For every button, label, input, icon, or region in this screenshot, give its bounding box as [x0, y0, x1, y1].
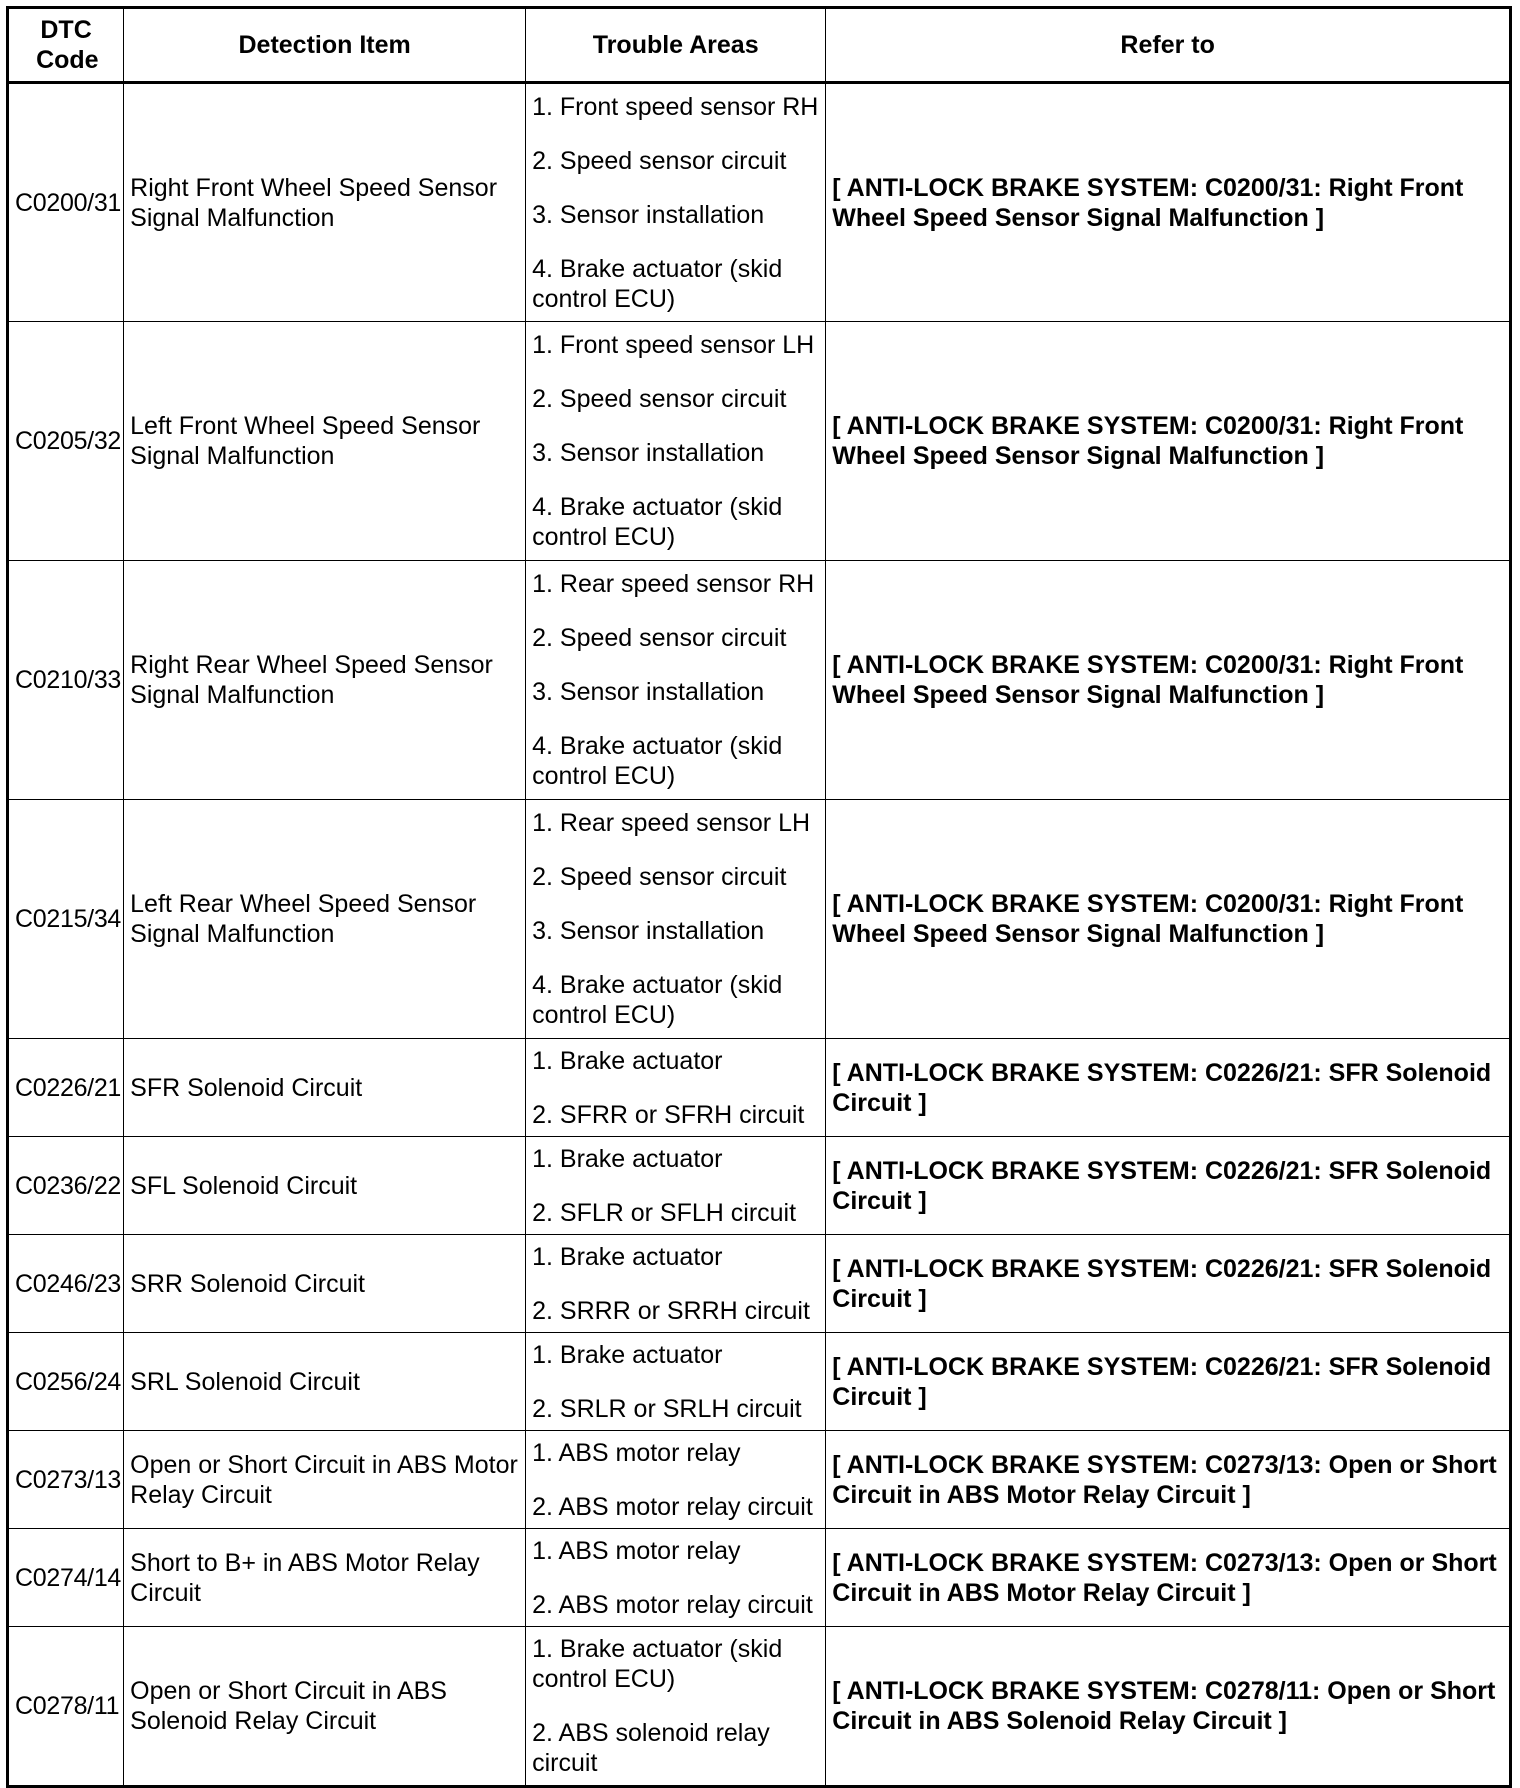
trouble-area-item: 1. Rear speed sensor LH — [532, 809, 811, 837]
detection-item-cell: Right Rear Wheel Speed Sensor Signal Malfunction — [124, 561, 526, 800]
trouble-area-item: 2. Speed sensor circuit — [532, 863, 787, 891]
trouble-area-item: 1. Brake actuator — [532, 1242, 723, 1271]
header-trouble-areas: Trouble Areas — [526, 8, 826, 83]
dtc-code-cell: C0256/24 — [8, 1333, 124, 1431]
detection-item-cell: SRR Solenoid Circuit — [124, 1235, 526, 1333]
trouble-area-item: 1. Front speed sensor LH — [532, 331, 815, 359]
detection-item-cell: SRL Solenoid Circuit — [124, 1333, 526, 1431]
trouble-area-item: 3. Sensor installation — [532, 439, 765, 467]
trouble-areas-cell — [526, 1039, 826, 1137]
dtc-code-cell: C0210/33 — [8, 561, 124, 800]
refer-to-link[interactable]: [ ANTI-LOCK BRAKE SYSTEM: C0226/21: SFR Solenoid Circuit ] — [826, 1137, 1511, 1235]
table-row — [8, 322, 1511, 561]
table-row — [8, 1627, 1511, 1787]
table-row — [8, 1431, 1511, 1529]
table-row — [8, 1333, 1511, 1431]
trouble-area-item: 2. SRLR or SRLH circuit — [532, 1394, 802, 1423]
trouble-areas-cell — [526, 800, 826, 1039]
trouble-areas-cell — [526, 1235, 826, 1333]
table-body — [8, 83, 1511, 1787]
dtc-table — [6, 6, 1512, 1788]
trouble-area-item: 2. ABS motor relay circuit — [532, 1492, 813, 1521]
trouble-area-item: 4. Brake actuator (skid control ECU) — [532, 971, 783, 1029]
trouble-area-item: 1. Front speed sensor RH — [532, 92, 819, 121]
trouble-area-item: 2. ABS solenoid relay circuit — [532, 1719, 770, 1777]
trouble-areas-cell — [526, 1529, 826, 1627]
trouble-areas-cell — [526, 1627, 826, 1787]
trouble-area-item: 2. Speed sensor circuit — [532, 624, 787, 652]
detection-item-cell: Right Front Wheel Speed Sensor Signal Malfunction — [124, 83, 526, 322]
dtc-code-cell: C0226/21 — [8, 1039, 124, 1137]
detection-item-cell: Left Front Wheel Speed Sensor Signal Malfunction — [124, 322, 526, 561]
refer-to-link[interactable]: [ ANTI-LOCK BRAKE SYSTEM: C0226/21: SFR Solenoid Circuit ] — [826, 1333, 1511, 1431]
dtc-code-cell: C0215/34 — [8, 800, 124, 1039]
detection-item-cell: SFR Solenoid Circuit — [124, 1039, 526, 1137]
trouble-area-item: 2. SFLR or SFLH circuit — [532, 1198, 797, 1227]
trouble-area-item: 4. Brake actuator (skid control ECU) — [532, 254, 783, 313]
header-detection-item: Detection Item — [124, 8, 526, 83]
header-dtc-code: DTC Code — [8, 8, 124, 83]
trouble-area-item: 1. Rear speed sensor RH — [532, 570, 815, 598]
header-refer-to: Refer to — [826, 8, 1511, 83]
trouble-area-item: 1. ABS motor relay — [532, 1438, 741, 1467]
dtc-code-cell: C0246/23 — [8, 1235, 124, 1333]
table-row — [8, 1529, 1511, 1627]
trouble-area-item: 2. Speed sensor circuit — [532, 385, 787, 413]
refer-to-link[interactable]: [ ANTI-LOCK BRAKE SYSTEM: C0200/31: Right Front Wheel Speed Sensor Signal Malfunction ] — [826, 561, 1511, 800]
refer-to-link[interactable]: [ ANTI-LOCK BRAKE SYSTEM: C0200/31: Right Front Wheel Speed Sensor Signal Malfunction ] — [826, 800, 1511, 1039]
detection-item-cell: Left Rear Wheel Speed Sensor Signal Malfunction — [124, 800, 526, 1039]
trouble-area-item: 3. Sensor installation — [532, 678, 765, 706]
trouble-area-item: 2. ABS motor relay circuit — [532, 1590, 813, 1619]
trouble-areas-cell — [526, 83, 826, 322]
trouble-area-item: 1. Brake actuator (skid control ECU) — [532, 1635, 783, 1693]
trouble-area-item: 1. Brake actuator — [532, 1340, 723, 1369]
trouble-areas-cell — [526, 561, 826, 800]
table-row — [8, 1137, 1511, 1235]
table-row — [8, 561, 1511, 800]
trouble-area-item: 1. Brake actuator — [532, 1144, 723, 1173]
trouble-area-item: 2. SRRR or SRRH circuit — [532, 1296, 810, 1325]
dtc-code-cell: C0274/14 — [8, 1529, 124, 1627]
refer-to-link[interactable]: [ ANTI-LOCK BRAKE SYSTEM: C0200/31: Right Front Wheel Speed Sensor Signal Malfunction ] — [826, 83, 1511, 322]
trouble-areas-cell — [526, 1431, 826, 1529]
trouble-areas-cell — [526, 322, 826, 561]
refer-to-link[interactable]: [ ANTI-LOCK BRAKE SYSTEM: C0226/21: SFR Solenoid Circuit ] — [826, 1039, 1511, 1137]
trouble-areas-cell — [526, 1137, 826, 1235]
dtc-code-cell: C0200/31 — [8, 83, 124, 322]
trouble-area-item: 3. Sensor installation — [532, 917, 765, 945]
dtc-code-cell: C0278/11 — [8, 1627, 124, 1787]
detection-item-cell: SFL Solenoid Circuit — [124, 1137, 526, 1235]
trouble-area-item: 3. Sensor installation — [532, 200, 765, 229]
detection-item-cell: Short to B+ in ABS Motor Relay Circuit — [124, 1529, 526, 1627]
detection-item-cell: Open or Short Circuit in ABS Motor Relay Circuit — [124, 1431, 526, 1529]
table-row — [8, 800, 1511, 1039]
trouble-area-item: 4. Brake actuator (skid control ECU) — [532, 732, 783, 790]
trouble-area-item: 4. Brake actuator (skid control ECU) — [532, 493, 783, 551]
detection-item-cell: Open or Short Circuit in ABS Solenoid Relay Circuit — [124, 1627, 526, 1787]
trouble-area-item: 1. Brake actuator — [532, 1046, 723, 1075]
refer-to-link[interactable]: [ ANTI-LOCK BRAKE SYSTEM: C0278/11: Open or Short Circuit in ABS Solenoid Relay Circuit ] — [826, 1627, 1511, 1787]
refer-to-link[interactable]: [ ANTI-LOCK BRAKE SYSTEM: C0273/13: Open or Short Circuit in ABS Motor Relay Circuit ] — [826, 1529, 1511, 1627]
trouble-area-item: 2. Speed sensor circuit — [532, 146, 787, 175]
dtc-code-cell: C0236/22 — [8, 1137, 124, 1235]
table-row — [8, 1039, 1511, 1137]
table-header — [8, 8, 1511, 83]
header-row — [8, 8, 1511, 83]
dtc-code-cell: C0273/13 — [8, 1431, 124, 1529]
trouble-area-item: 2. SFRR or SFRH circuit — [532, 1100, 805, 1129]
refer-to-link[interactable]: [ ANTI-LOCK BRAKE SYSTEM: C0200/31: Right Front Wheel Speed Sensor Signal Malfunction ] — [826, 322, 1511, 561]
refer-to-link[interactable]: [ ANTI-LOCK BRAKE SYSTEM: C0226/21: SFR Solenoid Circuit ] — [826, 1235, 1511, 1333]
refer-to-link[interactable]: [ ANTI-LOCK BRAKE SYSTEM: C0273/13: Open or Short Circuit in ABS Motor Relay Circuit ] — [826, 1431, 1511, 1529]
table-row — [8, 83, 1511, 322]
trouble-areas-cell — [526, 1333, 826, 1431]
table-row — [8, 1235, 1511, 1333]
trouble-area-item: 1. ABS motor relay — [532, 1536, 741, 1565]
dtc-code-cell: C0205/32 — [8, 322, 124, 561]
